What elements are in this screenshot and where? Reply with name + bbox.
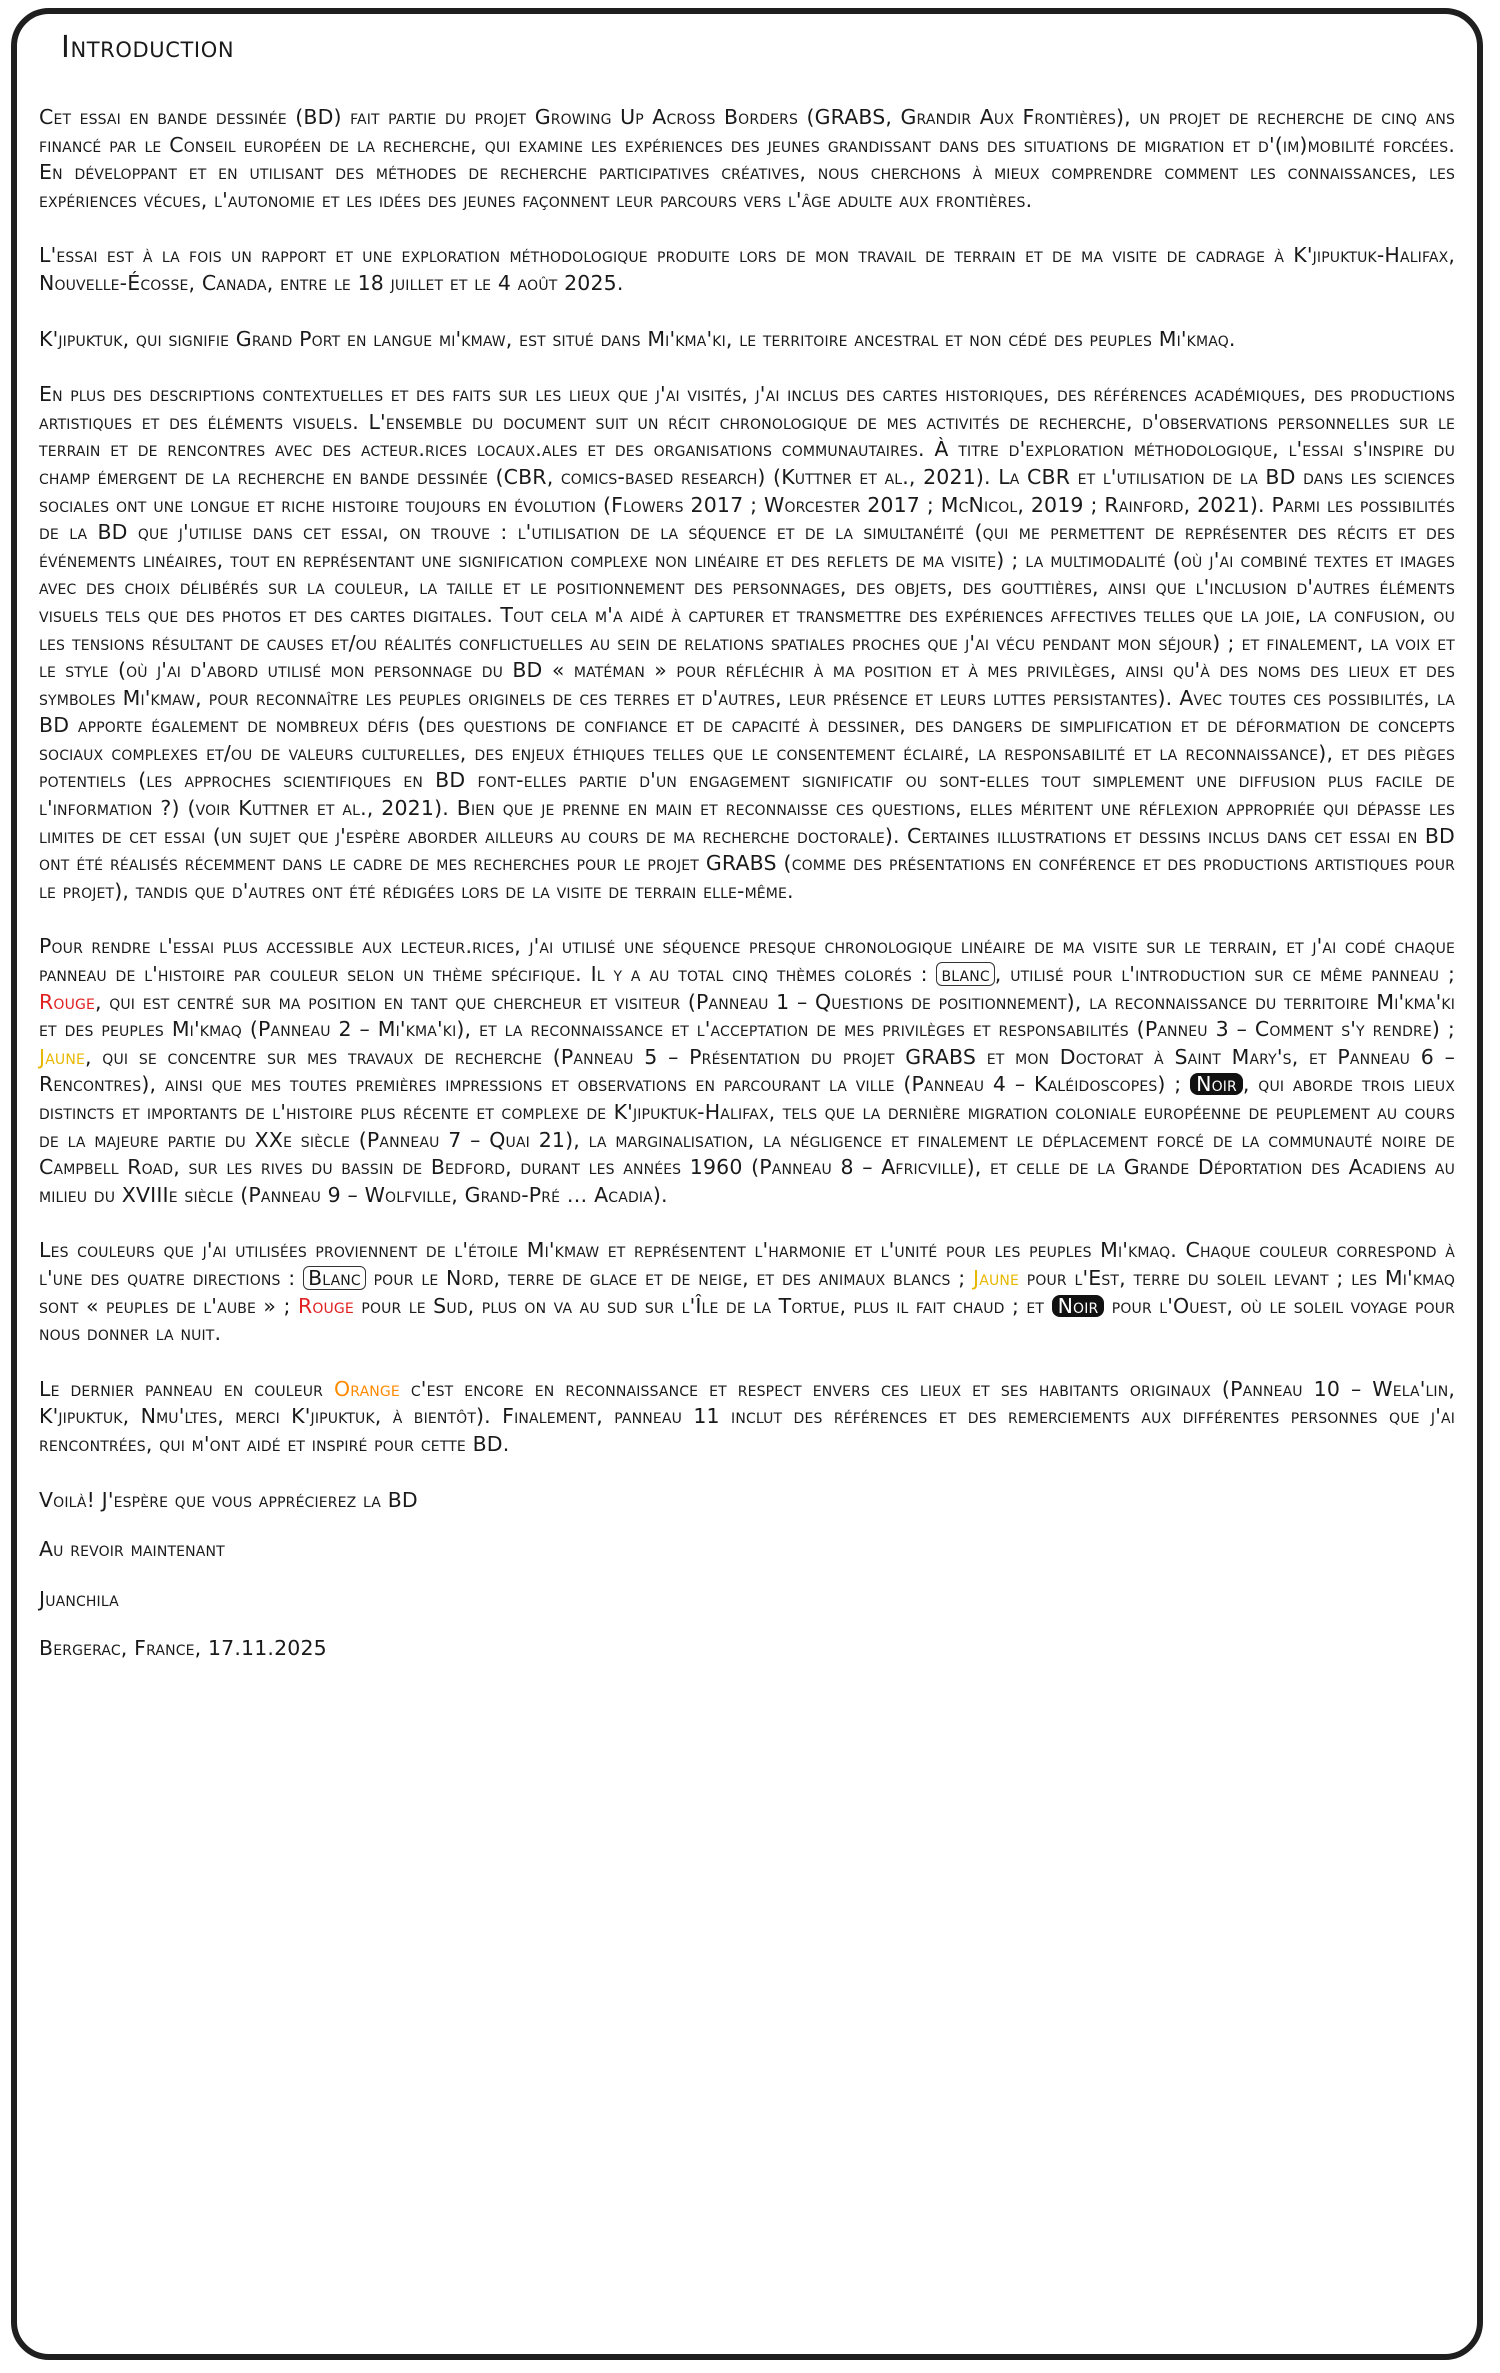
color-tag-black: Noir [1052,1295,1105,1317]
text-segment: Le dernier panneau en couleur [39,1376,324,1401]
text-segment: pour l'Est, terre du soleil levant ; les Mi'kmaq sont « peuples de l'aube » ; [39,1265,1456,1318]
signature: Juanchila [39,1586,119,1611]
intro-panel [11,8,1483,2360]
panel-content [39,30,1455,1685]
color-word-orange: Orange [333,1376,400,1401]
text-segment: , qui est centré sur ma position en tant que chercheur et visiteur (Panneau 1 – Questions de positionnement), la reconnaissance du territoire Mi'kma'ki et des peuples Mi'kmaq (Panneau 2 – Mi'kma'ki), et la reconnaissance et l'acceptation de mes privilèges et responsabilités (Panneu 3 – Comment s'y rendre) ; [39,989,1455,1042]
paragraph-fieldwork: L'essai est à la fois un rapport et une exploration méthodologique produite lors de mon travail de terrain et de ma visite de cadrage à K'jipuktuk-Halifax, Nouvelle-Écosse, Canada, entre le 18 juillet et le 4 août 2025. [39,243,1455,295]
text-segment: , qui aborde trois lieux distincts et importants de l'histoire plus récente et complexe de K'jipuktuk-Halifax, tels que la dernière migration coloniale européenne de peuplement au cours de la majeure partie du XXe siècle (Panneau 7 – Quai 21), la marginalisation, la négligence et finalement le déplacement forcé de la communauté noire de Campbell Road, sur les rives du bassin de Bedford, durant les années 1960 (Panneau 8 – Africville), et celle de la Grande Déportation des Acadiens au milieu du XVIIIe siècle (Panneau 9 – Wolfville, Grand-Pré … Acadia). [39,1072,1456,1207]
color-word-yellow: Jaune [973,1265,1019,1290]
text-segment: , utilisé pour l'introduction sur ce même panneau ; [994,962,1455,987]
paragraph-grabs-intro: Cet essai en bande dessinée (BD) fait partie du projet Growing Up Across Borders (GRABS, Grandir Aux Frontières), un projet de recherche de cinq ans financé par le Conseil européen de la recherche, qui examine les expériences des jeunes grandissant dans des situations de migration et d'(im)mobilité forcées. En développant et en utilisant des méthodes de recherche participatives créatives, nous cherchons à mieux comprendre comment les connaissances, les expériences vécues, l'autonomie et les idées des jeunes façonnent leur parcours vers l'âge adulte aux frontières. [39,105,1455,212]
text-segment: pour le Sud, plus on va au sud sur l'Île de la Tortue, plus il fait chaud ; et [361,1293,1045,1318]
place-date: Bergerac, France, 17.11.2025 [39,1636,327,1661]
color-word-yellow: Jaune [39,1044,85,1069]
farewell-line: Au revoir maintenant [39,1537,225,1562]
paragraph-kjipuktuk: K'jipuktuk, qui signifie Grand Port en langue mi'kmaw, est situé dans Mi'kma'ki, le territoire ancestral et non cédé des peuples Mi'kmaq. [39,326,1236,351]
paragraph-methodology: En plus des descriptions contextuelles et des faits sur les lieux que j'ai visités, j'ai inclus des cartes historiques, des références académiques, des productions artistiques et des éléments visuels. L'ensemble du document suit un récit chronologique de mes activités de recherche, d'observations personnelles sur le terrain et de rencontres avec des acteur.rices locaux.ales et des organisations communautaires. À titre d'exploration méthodologique, l'essai s'inspire du champ émergent de la recherche en bande dessinée (CBR, comics-based research) (Kuttner et al., 2021). La CBR et l'utilisation de la BD dans les sciences sociales ont une longue et riche histoire toujours en évolution (Flowers 2017 ; Worcester 2017 ; McNicol, 2019 ; Rainford, 2021). Parmi les possibilités de la BD que j'utilise dans cet essai, on trouve : l'utilisation de la séquence et de la simultanéité (qui me permettent de représenter des récits et des événements linéaires, tout en représentant une signification complexe non linéaire et des reflets de ma visite) ; la multimodalité (où j'ai combiné textes et images avec des choix délibérés sur la couleur, la taille et le positionnement des personnages, des objets, des gouttières, ainsi que l'inclusion d'autres éléments visuels tels que des photos et des cartes digitales. Tout cela m'a aidé à capturer et transmettre des expériences affectives telles que la joie, la confusion, ou les tensions résultant de causes et/ou réalités conflictuelles au sein de relations spatiales proches que j'ai vécu pendant mon séjour) ; et finalement, la voix et le style (où j'ai d'abord utilisé mon personnage du BD « matéman » pour réfléchir à ma position et à mes privilèges, ainsi qu'à des noms des lieux et des symboles Mi'kmaw, pour reconnaître les peuples originels de ces terres et d'autres, leur présence et leurs luttes persistantes). Avec toutes ces possibilités, la BD apporte également de nombreux défis (des questions de confiance et de capacité à dessiner, des dangers de simplification et de déformation de concepts sociaux complexes et/ou de valeurs culturelles, des enjeux éthiques telles que le consentement éclairé, la responsabilité et la reconnaissance), et des pièges potentiels (les approches scientifiques en BD font-elles partie d'un engagement significatif ou sont-elles tout simplement une diffusion plus facile de l'information ?) (voir Kuttner et al., 2021). Bien que je prenne en main et reconnaisse ces questions, elles méritent une réflexion appropriée qui dépasse les limites de cet essai (un sujet que j'espère aborder ailleurs au cours de ma recherche doctorale). Certaines illustrations et dessins inclus dans cet essai en BD ont été réalisés récemment dans le cadre de mes recherches pour le projet GRABS (comme des présentations en conférence et des productions artistiques pour le projet), tandis que d'autres ont été rédigées lors de la visite de terrain elle-même. [39,382,1455,903]
text-segment: Pour rendre l'essai plus accessible aux lecteur.rices, j'ai utilisé une séquence presque chronologique linéaire de ma visite sur le terrain, et j'ai codé chaque panneau de l'histoire par couleur selon un thème spécifique. Il y a au total cinq thèmes colorés : [39,934,1455,987]
text-segment: pour l'Ouest, où le soleil voyage pour nous donner la nuit. [39,1293,1456,1346]
text-segment: , qui se concentre sur mes travaux de recherche (Panneau 5 – Présentation du projet GRABS et mon Doctorat à Saint Mary's, et Panneau 6 – Rencontres), ainsi que mes toutes premières impressions et observations en parcourant la ville (Panneau 4 – Kaléidoscopes) ; [39,1044,1455,1097]
paragraph-mikmaw-star [39,1237,1455,1347]
color-word-red: Rouge [39,989,95,1014]
paragraph-orange-panel [39,1376,1455,1459]
closing-line: Voilà! J'espère que vous apprécierez la BD [39,1487,418,1512]
paragraph-color-themes [39,933,1455,1209]
color-tag-black: Noir [1190,1073,1243,1095]
color-tag-white: blanc [936,962,994,986]
text-segment: c'est encore en reconnaissance et respect envers ces lieux et ses habitants originaux (Panneau 10 – Wela'lin, K'jipuktuk, Nmu'ltes, merci K'jipuktuk, à bientôt). Finalement, panneau 11 inclut des références et des remerciements aux différentes personnes que j'ai rencontrées, qui m'ont aidé et inspiré pour cette BD. [39,1376,1456,1456]
text-segment: pour le Nord, terre de glace et de neige, et des animaux blancs ; [373,1265,966,1290]
text-segment: Les couleurs que j'ai utilisées proviennent de l'étoile Mi'kmaw et représentent l'harmonie et l'unité pour les peuples Mi'kmaq. Chaque couleur correspond à l'une des quatre directions : [39,1238,1455,1290]
color-tag-white: Blanc [303,1266,366,1290]
color-word-red: Rouge [297,1293,354,1318]
page-title: Introduction [61,30,235,65]
